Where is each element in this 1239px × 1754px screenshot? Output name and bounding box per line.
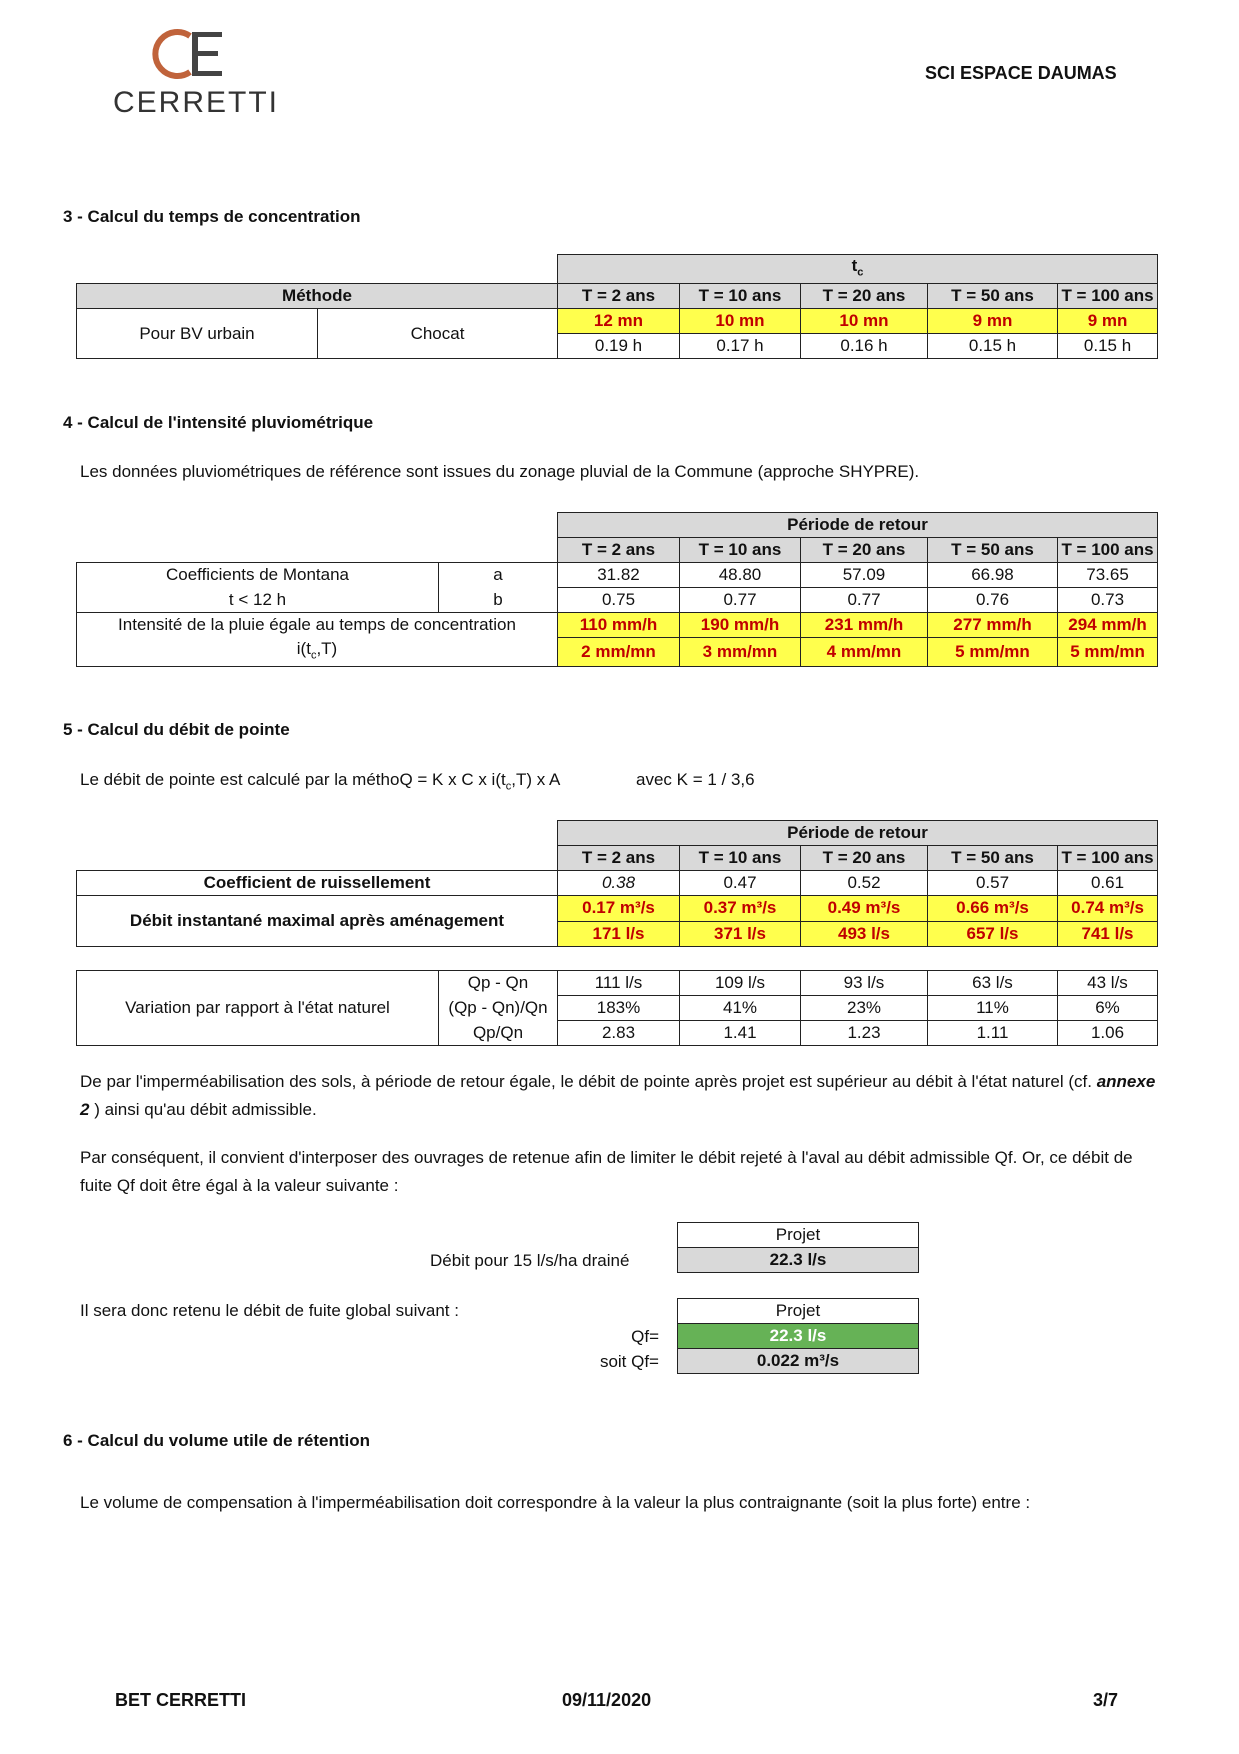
debit15-box	[677, 1222, 919, 1273]
period-header: T = 20 ans	[801, 846, 928, 871]
intensity-mmh-cell: 190 mm/h	[680, 613, 801, 638]
peak-ls-cell: 171 l/s	[558, 921, 680, 947]
tc-minutes-cell: 9 mn	[1058, 309, 1158, 334]
coef-b-cell: 0.77	[801, 588, 928, 613]
period-header: T = 100 ans	[1058, 538, 1158, 563]
variation-cell: 93 l/s	[801, 971, 928, 996]
debit15-value: 22.3 l/s	[678, 1248, 919, 1273]
runoff-coef-cell: 0.61	[1058, 871, 1158, 896]
retenu-text: Il sera donc retenu le débit de fuite global suivant :	[80, 1301, 459, 1320]
coef-b-label: b	[439, 588, 558, 613]
tc-minutes-cell: 10 mn	[801, 309, 928, 334]
tc-table	[76, 254, 1158, 359]
tc-minutes-cell: 12 mn	[558, 309, 680, 334]
montana-sub-label: t < 12 h	[77, 588, 439, 613]
section-5-title: 5 - Calcul du débit de pointe	[63, 720, 290, 739]
peak-ls-cell: 493 l/s	[801, 921, 928, 947]
peak-m3s-cell: 0.37 m³/s	[680, 896, 801, 922]
qf-label: Qf=	[631, 1327, 659, 1346]
period-header: T = 10 ans	[680, 846, 801, 871]
discharge-table	[76, 820, 1158, 947]
client-name: SCI ESPACE DAUMAS	[925, 63, 1117, 83]
tc-hours-cell: 0.17 h	[680, 334, 801, 359]
variation-cell: 23%	[801, 996, 928, 1021]
intensity-mmmn-cell: 2 mm/mn	[558, 638, 680, 667]
variation-cell: 1.41	[680, 1021, 801, 1046]
footer-page: 3/7	[1093, 1690, 1119, 1710]
runoff-coef-cell: 0.52	[801, 871, 928, 896]
tc-minutes-cell: 9 mn	[928, 309, 1058, 334]
coef-a-cell: 57.09	[801, 563, 928, 588]
period-title: Période de retour	[558, 821, 1158, 846]
runoff-coef-label: Coefficient de ruissellement	[77, 871, 558, 896]
projet-header: Projet	[678, 1299, 919, 1324]
section-6-text: Le volume de compensation à l'imperméabilisation doit correspondre à la valeur la plus contraignante (soit la plus forte) entre :	[80, 1493, 1031, 1512]
qf-box	[677, 1298, 919, 1374]
intensity-mmh-cell: 277 mm/h	[928, 613, 1058, 638]
tc-hours-cell: 0.19 h	[558, 334, 680, 359]
period-header: T = 20 ans	[801, 538, 928, 563]
variation-row-label: Qp/Qn	[439, 1021, 558, 1046]
peak-m3s-cell: 0.17 m³/s	[558, 896, 680, 922]
period-header: T = 2 ans	[558, 284, 680, 309]
period-header: T = 50 ans	[928, 284, 1058, 309]
intensity-mmh-cell: 231 mm/h	[801, 613, 928, 638]
variation-cell: 43 l/s	[1058, 971, 1158, 996]
intensity-table	[76, 512, 1158, 667]
variation-cell: 1.23	[801, 1021, 928, 1046]
montana-label: Coefficients de Montana	[77, 563, 439, 588]
peak-m3s-cell: 0.49 m³/s	[801, 896, 928, 922]
paragraph-impermeabilisation: De par l'imperméabilisation des sols, à période de retour égale, le débit de pointe après projet est supérieur au débit à l'état naturel (cf. annexe 2 ) ainsi qu'au débit admissible.	[80, 1072, 1156, 1119]
footer-date: 09/11/2020	[562, 1690, 652, 1710]
period-header: T = 2 ans	[558, 846, 680, 871]
tc-hours-cell: 0.15 h	[928, 334, 1058, 359]
k-value-text: avec K = 1 / 3,6	[636, 770, 755, 789]
period-header: T = 100 ans	[1058, 284, 1158, 309]
variation-cell: 109 l/s	[680, 971, 801, 996]
period-header: T = 10 ans	[680, 284, 801, 309]
intensity-mmh-cell: 110 mm/h	[558, 613, 680, 638]
intensity-sub-label: $i(t_c,T)$	[77, 638, 558, 667]
intensity-mmmn-cell: 3 mm/mn	[680, 638, 801, 667]
bv-urbain-label: Pour BV urbain	[77, 309, 318, 359]
period-header: T = 100 ans	[1058, 846, 1158, 871]
formula-intro: Le débit de pointe est calculé par la méthoQ = K x C x $i(t_c,T)$ x A	[80, 770, 561, 793]
runoff-coef-cell: 0.38	[558, 871, 680, 896]
variation-cell: 11%	[928, 996, 1058, 1021]
variation-cell: 111 l/s	[558, 971, 680, 996]
period-header: T = 2 ans	[558, 538, 680, 563]
period-header: T = 20 ans	[801, 284, 928, 309]
coef-b-cell: 0.76	[928, 588, 1058, 613]
variation-row-label: (Qp - Qn)/Qn	[439, 996, 558, 1021]
coef-a-cell: 31.82	[558, 563, 680, 588]
chocat-method: Chocat	[318, 309, 558, 359]
coef-b-cell: 0.75	[558, 588, 680, 613]
coef-b-cell: 0.73	[1058, 588, 1158, 613]
period-header: T = 50 ans	[928, 846, 1058, 871]
qf-value: 22.3 l/s	[678, 1324, 919, 1349]
debit15-label: Débit pour 15 l/s/ha drainé	[430, 1251, 630, 1270]
coef-a-cell: 66.98	[928, 563, 1058, 588]
section-6-title: 6 - Calcul du volume utile de rétention	[63, 1431, 370, 1450]
runoff-coef-cell: 0.57	[928, 871, 1058, 896]
peak-m3s-cell: 0.66 m³/s	[928, 896, 1058, 922]
projet-header: Projet	[678, 1223, 919, 1248]
peak-ls-cell: 741 l/s	[1058, 921, 1158, 947]
peak-ls-cell: 657 l/s	[928, 921, 1058, 947]
period-header: T = 50 ans	[928, 538, 1058, 563]
coef-b-cell: 0.77	[680, 588, 801, 613]
footer-company: BET CERRETTI	[115, 1690, 247, 1710]
qf-m3s-value: 0.022 m³/s	[678, 1349, 919, 1374]
peak-m3s-cell: 0.74 m³/s	[1058, 896, 1158, 922]
intensity-mmh-cell: 294 mm/h	[1058, 613, 1158, 638]
tc-hours-cell: 0.15 h	[1058, 334, 1158, 359]
section-4-title: 4 - Calcul de l'intensité pluviométrique	[63, 413, 374, 432]
coef-a-cell: 48.80	[680, 563, 801, 588]
variation-cell: 1.06	[1058, 1021, 1158, 1046]
variation-cell: 41%	[680, 996, 801, 1021]
intensity-mmmn-cell: 4 mm/mn	[801, 638, 928, 667]
method-header: Méthode	[77, 284, 558, 309]
runoff-coef-cell: 0.47	[680, 871, 801, 896]
variation-cell: 6%	[1058, 996, 1158, 1021]
tc-header: $t_c$	[558, 255, 1158, 284]
intensity-label: Intensité de la pluie égale au temps de concentration	[77, 613, 558, 638]
section-3-title: 3 - Calcul du temps de concentration	[63, 207, 361, 226]
cerretti-logo-text: CERRETTI	[113, 86, 279, 119]
coef-a-label: a	[439, 563, 558, 588]
variation-cell: 183%	[558, 996, 680, 1021]
variation-cell: 63 l/s	[928, 971, 1058, 996]
variation-cell: 2.83	[558, 1021, 680, 1046]
variation-label: Variation par rapport à l'état naturel	[77, 971, 439, 1046]
cerretti-logo-mark	[150, 28, 234, 80]
variation-table	[76, 970, 1158, 1046]
intensity-mmmn-cell: 5 mm/mn	[1058, 638, 1158, 667]
coef-a-cell: 73.65	[1058, 563, 1158, 588]
variation-row-label: Qp - Qn	[439, 971, 558, 996]
tc-hours-cell: 0.16 h	[801, 334, 928, 359]
soit-qf-label: soit Qf=	[599, 1352, 659, 1371]
section-4-intro: Les données pluviométriques de référence sont issues du zonage pluvial de la Commune (approche SHYPRE).	[80, 462, 920, 481]
paragraph-retention: Par conséquent, il convient d'interposer des ouvrages de retenue afin de limiter le débit rejeté à l'aval au débit admissible Qf. Or, ce débit de fuite Qf doit être égal à la valeur suivante :	[80, 1148, 1133, 1195]
variation-cell: 1.11	[928, 1021, 1058, 1046]
peak-discharge-label: Débit instantané maximal après aménagement	[77, 896, 558, 947]
peak-ls-cell: 371 l/s	[680, 921, 801, 947]
intensity-mmmn-cell: 5 mm/mn	[928, 638, 1058, 667]
period-header: T = 10 ans	[680, 538, 801, 563]
period-title: Période de retour	[558, 513, 1158, 538]
tc-minutes-cell: 10 mn	[680, 309, 801, 334]
